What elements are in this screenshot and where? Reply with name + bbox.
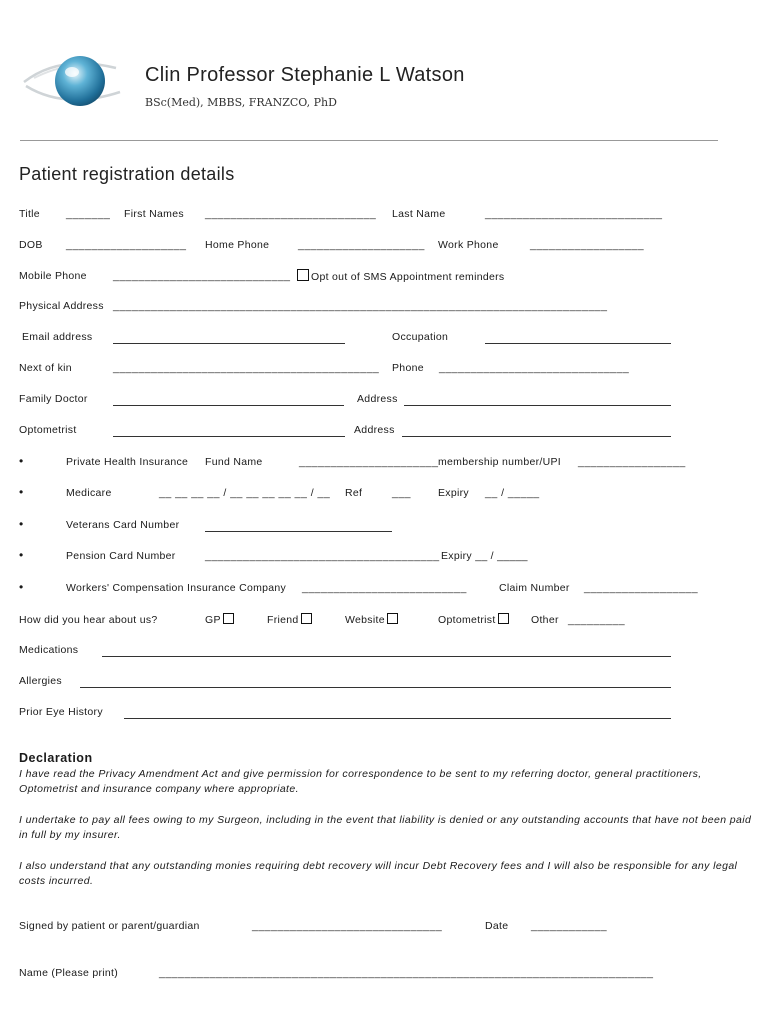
physical-address-label: Physical Address bbox=[19, 300, 104, 312]
bullet-pension: • bbox=[19, 548, 24, 562]
date-field[interactable]: ____________ bbox=[531, 920, 608, 932]
optometrist-field[interactable] bbox=[113, 436, 345, 437]
name-print-label: Name (Please print) bbox=[19, 967, 119, 979]
optometrist-address-field[interactable] bbox=[402, 436, 671, 437]
hear-website[interactable] bbox=[345, 613, 398, 626]
medicare-expiry-field[interactable]: __ / _____ bbox=[485, 487, 540, 499]
medications-field[interactable] bbox=[102, 656, 671, 657]
next-of-kin-label: Next of kin bbox=[19, 362, 72, 374]
signed-label: Signed by patient or parent/guardian bbox=[19, 920, 200, 932]
hear-optometrist-checkbox[interactable] bbox=[498, 613, 509, 624]
prior-eye-history-field[interactable] bbox=[124, 718, 671, 719]
physical-address-field[interactable]: ______________________________________________________________________________ bbox=[113, 300, 608, 312]
fund-name-field[interactable]: ______________________ bbox=[299, 456, 439, 468]
hear-gp-label: GP bbox=[205, 614, 221, 626]
date-label: Date bbox=[485, 920, 509, 932]
ref-field[interactable]: ___ bbox=[392, 487, 412, 499]
occupation-label: Occupation bbox=[392, 331, 449, 343]
hear-other-field[interactable]: _________ bbox=[568, 614, 626, 626]
declaration-heading: Declaration bbox=[19, 751, 93, 765]
optometrist-address-label: Address bbox=[354, 424, 395, 436]
work-phone-field[interactable]: __________________ bbox=[530, 239, 645, 251]
declaration-debt-recovery: I also understand that any outstanding monies requiring debt recovery will incur Debt Recovery fees and I will also be responsible for any legal costs incurred. bbox=[19, 860, 738, 887]
bullet-private-health: • bbox=[19, 454, 24, 468]
title-field[interactable]: _______ bbox=[66, 208, 111, 220]
sms-opt-out[interactable] bbox=[297, 269, 504, 283]
first-names-label: First Names bbox=[124, 208, 184, 220]
dob-field[interactable]: ___________________ bbox=[66, 239, 187, 251]
hear-friend-checkbox[interactable] bbox=[301, 613, 312, 624]
first-names-field[interactable]: ___________________________ bbox=[205, 208, 377, 220]
hear-website-checkbox[interactable] bbox=[387, 613, 398, 624]
allergies-field[interactable] bbox=[80, 687, 671, 688]
last-name-field[interactable]: ____________________________ bbox=[485, 208, 663, 220]
occupation-field[interactable] bbox=[485, 343, 671, 344]
medications-label: Medications bbox=[19, 644, 79, 656]
hear-gp[interactable] bbox=[205, 613, 234, 626]
pension-expiry[interactable]: Expiry __ / _____ bbox=[441, 550, 528, 562]
ref-label: Ref bbox=[345, 487, 363, 499]
veterans-field[interactable] bbox=[205, 531, 392, 532]
bullet-medicare: • bbox=[19, 485, 24, 499]
sms-opt-out-checkbox[interactable] bbox=[297, 269, 309, 281]
hear-gp-checkbox[interactable] bbox=[223, 613, 234, 624]
hear-optometrist[interactable] bbox=[438, 613, 509, 626]
hear-about-label: How did you hear about us? bbox=[19, 614, 158, 626]
declaration-privacy: I have read the Privacy Amendment Act and give permission for correspondence to be sent to my referring doctor, general practitioners, Optometrist and insurance company where appropriate. bbox=[19, 768, 702, 795]
hear-other-label: Other bbox=[531, 614, 559, 626]
doctor-name: Clin Professor Stephanie L Watson bbox=[145, 64, 465, 86]
title-label: Title bbox=[19, 208, 40, 220]
veterans-label: Veterans Card Number bbox=[66, 519, 180, 531]
family-doctor-field[interactable] bbox=[113, 405, 344, 406]
email-label: Email address bbox=[22, 331, 93, 343]
membership-field[interactable]: _________________ bbox=[578, 456, 686, 468]
bullet-workers-comp: • bbox=[19, 580, 24, 594]
membership-label: membership number/UPI bbox=[438, 456, 562, 468]
next-of-kin-field[interactable]: __________________________________________ bbox=[113, 362, 380, 374]
workers-comp-field[interactable]: __________________________ bbox=[302, 582, 467, 594]
family-doctor-label: Family Doctor bbox=[19, 393, 88, 405]
family-doctor-address-field[interactable] bbox=[404, 405, 671, 406]
prior-eye-history-label: Prior Eye History bbox=[19, 706, 103, 718]
signature-field[interactable]: ______________________________ bbox=[252, 920, 443, 932]
family-doctor-address-label: Address bbox=[357, 393, 398, 405]
claim-number-field[interactable]: __________________ bbox=[584, 582, 699, 594]
pension-label: Pension Card Number bbox=[66, 550, 176, 562]
form-title: Patient registration details bbox=[19, 164, 235, 184]
hear-friend[interactable] bbox=[267, 613, 312, 626]
medicare-expiry-label: Expiry bbox=[438, 487, 469, 499]
medicare-label: Medicare bbox=[66, 487, 112, 499]
header-divider bbox=[20, 140, 718, 141]
mobile-phone-field[interactable]: ____________________________ bbox=[113, 270, 291, 282]
home-phone-label: Home Phone bbox=[205, 239, 270, 251]
doctor-credentials: BSc(Med), MBBS, FRANZCO, PhD bbox=[145, 96, 337, 109]
pension-field[interactable]: _____________________________________ bbox=[205, 550, 440, 562]
medicare-field[interactable]: __ __ __ __ / __ __ __ __ __ / __ bbox=[159, 487, 331, 499]
sms-opt-out-label: Opt out of SMS Appointment reminders bbox=[311, 271, 505, 283]
declaration-fees: I undertake to pay all fees owing to my Surgeon, including in the event that liability is denied or any outstanding accounts that have not been paid in full by my insurer. bbox=[19, 814, 752, 841]
bullet-veterans: • bbox=[19, 517, 24, 531]
home-phone-field[interactable]: ____________________ bbox=[298, 239, 425, 251]
allergies-label: Allergies bbox=[19, 675, 62, 687]
claim-number-label: Claim Number bbox=[499, 582, 570, 594]
mobile-phone-label: Mobile Phone bbox=[19, 270, 87, 282]
phone-label: Phone bbox=[392, 362, 424, 374]
fund-name-label: Fund Name bbox=[205, 456, 263, 468]
hear-friend-label: Friend bbox=[267, 614, 299, 626]
hear-optometrist-label: Optometrist bbox=[438, 614, 496, 626]
optometrist-label: Optometrist bbox=[19, 424, 77, 436]
name-print-field[interactable]: ______________________________________________________________________________ bbox=[159, 967, 654, 979]
work-phone-label: Work Phone bbox=[438, 239, 499, 251]
phone-field[interactable]: ______________________________ bbox=[439, 362, 630, 374]
last-name-label: Last Name bbox=[392, 208, 446, 220]
email-field[interactable] bbox=[113, 343, 345, 344]
private-health-label: Private Health Insurance bbox=[66, 456, 189, 468]
dob-label: DOB bbox=[19, 239, 43, 251]
workers-comp-label: Workers' Compensation Insurance Company bbox=[66, 582, 287, 594]
eye-logo-icon bbox=[20, 48, 130, 118]
hear-website-label: Website bbox=[345, 614, 385, 626]
